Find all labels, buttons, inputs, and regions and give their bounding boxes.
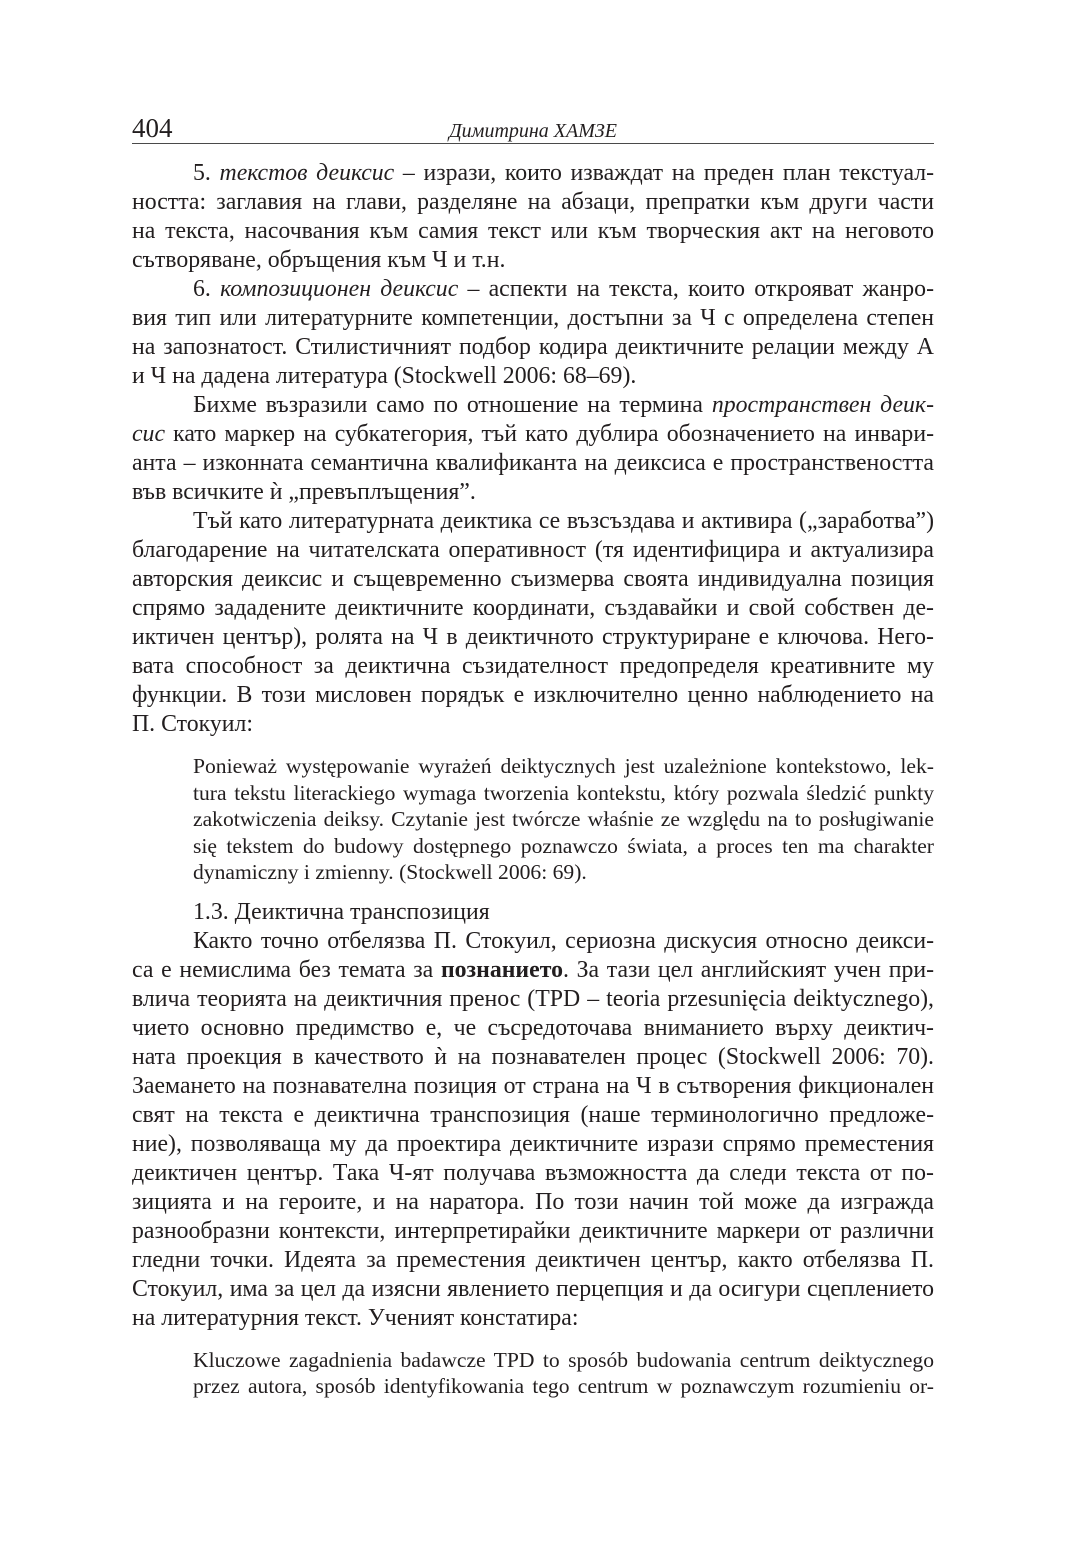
text-segment: като маркер на субкатегория, тъй като дублира обозначението на инвари- — [165, 421, 934, 447]
text-line: зицията и на героите, и на наратора. По този начин той може да изгражда — [132, 1188, 934, 1215]
running-title: Димитрина ХАМЗЕ — [448, 120, 618, 142]
text-line — [132, 420, 934, 449]
section-heading: 1.3. Деиктична транспозиция — [193, 898, 490, 925]
paragraph — [132, 927, 934, 1333]
italic-term: композиционен деиксис — [220, 276, 459, 302]
quote-line: Ponieważ występowanie wyrażeń deiktycznych jest uzależnione kontekstowo, lek- — [193, 754, 934, 778]
text-line: във всичките ѝ „превъплъщения”. — [132, 479, 476, 505]
paragraph — [132, 391, 934, 507]
text-segment: – аспекти на текста, които открояват жанро- — [458, 276, 934, 302]
page-number: 404 — [132, 113, 173, 143]
text-line: на литературния текст. Ученият констатира: — [132, 1304, 579, 1331]
text-block — [132, 159, 934, 1400]
text-line: сътворяване, обръщения към Ч и т.н. — [132, 247, 506, 273]
quote-line: tura tekstu literackiego wymaga tworzenia kontekstu, który pozwala śledzić punkty — [193, 780, 934, 805]
paragraph — [132, 159, 934, 275]
text-line: свят на текста е деиктична транспозиция (наше терминологично предложе- — [132, 1101, 934, 1128]
text-line: функции. В този мисловен порядък е изключително ценно наблюдението на — [132, 682, 934, 708]
quote-line: się tekstem do budowy dostępnego poznawczo świata, a proces ten ma charakter — [193, 833, 934, 858]
paragraph — [132, 507, 934, 739]
text-line: иктичен център), ролята на Ч в деиктичното структуриране е ключова. Него- — [132, 624, 934, 650]
bold-term: познанието — [440, 956, 563, 983]
quote-line: przez autora, sposób identyfikowania tego centrum w poznawczym rozumieniu or- — [193, 1374, 934, 1398]
text-line: вата способност за деиктична съзидателност предопределя креативните му — [132, 653, 934, 679]
text-line: ние), позволяваща му да проектира деиктичните изрази спрямо преместения — [132, 1130, 934, 1157]
text-line: вия тип или литературните компетенции, достъпни за Ч с определена степен — [132, 305, 934, 331]
quote-line: Kluczowe zagadnienia badawcze TPD to sposób budowania centrum deiktycznego — [193, 1347, 934, 1372]
text-line: Тъй като литературната деиктика се възсъздава и активира („заработва”) — [193, 508, 934, 534]
text-line: П. Стокуил: — [132, 711, 253, 737]
text-segment: Бихме възразили само по отношение на термина — [193, 392, 712, 418]
text-line: разнообразни контексти, интерпретирайки деиктичните маркери от различни — [132, 1217, 934, 1244]
text-segment: 5. — [193, 160, 220, 186]
text-segment: 6. — [193, 276, 221, 302]
text-line: анта – изконната семантична квалификанта на деиксиса е пространствеността — [132, 450, 934, 476]
text-line: на текста, насочвания към самия текст или към творческия акт на неговото — [132, 218, 934, 244]
text-line: Както точно отбелязва П. Стокуил, сериозна дискусия относно деикси- — [193, 927, 934, 954]
paragraph — [132, 275, 934, 391]
text-segment: – изрази, които изваждат на преден план текстуал- — [394, 160, 935, 186]
text-segment: са е немислима без темата за — [132, 956, 441, 983]
text-line: благодарение на читателската оперативност (тя идентифицира и актуализира — [132, 537, 934, 563]
running-header — [132, 113, 934, 144]
text-line — [132, 956, 934, 985]
text-line: Стокуил, има за цел да изясни явлението перцепция и да осигури сцеплението — [132, 1275, 934, 1302]
text-line: Заемането на познавателна позиция от страна на Ч в сътворения фикционален — [132, 1072, 934, 1099]
italic-term: текстов деиксис — [219, 160, 395, 186]
italic-term: сис — [132, 421, 166, 447]
text-line: влича теорията на деиктичния пренос (TPD – teoria przesunięcia deiktycznego), — [132, 985, 934, 1012]
text-line: деиктичен център. Така Ч-ят получава възможността да следи текста от по- — [132, 1159, 934, 1186]
quote-line: zakotwiczenia deiksy. Czytanie jest twórcze właśnie ze względu na to posługiwanie — [193, 807, 934, 831]
block-quote — [132, 1347, 934, 1400]
text-line: гледни точки. Идеята за преместения деиктичен център, както отбелязва П. — [132, 1246, 934, 1273]
text-line: ната проекция в качеството ѝ на познавателен процес (Stockwell 2006: 70). — [132, 1043, 934, 1070]
italic-term: пространствен деик- — [711, 392, 934, 418]
text-line: ността: заглавия на глави, разделяне на абзаци, препратки към други части — [132, 189, 934, 215]
text-line: авторския деиксис и същевременно съизмерва своята индивидуална позиция — [132, 566, 934, 592]
text-line: на запознатост. Стилистичният подбор кодира деиктичните релации между А — [132, 334, 934, 360]
text-line: и Ч на дадена литература (Stockwell 2006: 68–69). — [132, 363, 637, 389]
quote-line: dynamiczny i zmienny. (Stockwell 2006: 69). — [193, 860, 587, 884]
block-quote — [132, 753, 934, 886]
text-line — [132, 275, 934, 304]
text-segment: . За тази цел английският учен при- — [562, 956, 934, 983]
text-line: чието основно предимство е, че съсредоточава вниманието върху деиктич- — [132, 1014, 934, 1041]
text-line — [132, 391, 934, 420]
text-line: спрямо зададените деиктичните координати, създавайки и свой собствен де- — [132, 595, 934, 621]
text-line — [132, 159, 934, 188]
